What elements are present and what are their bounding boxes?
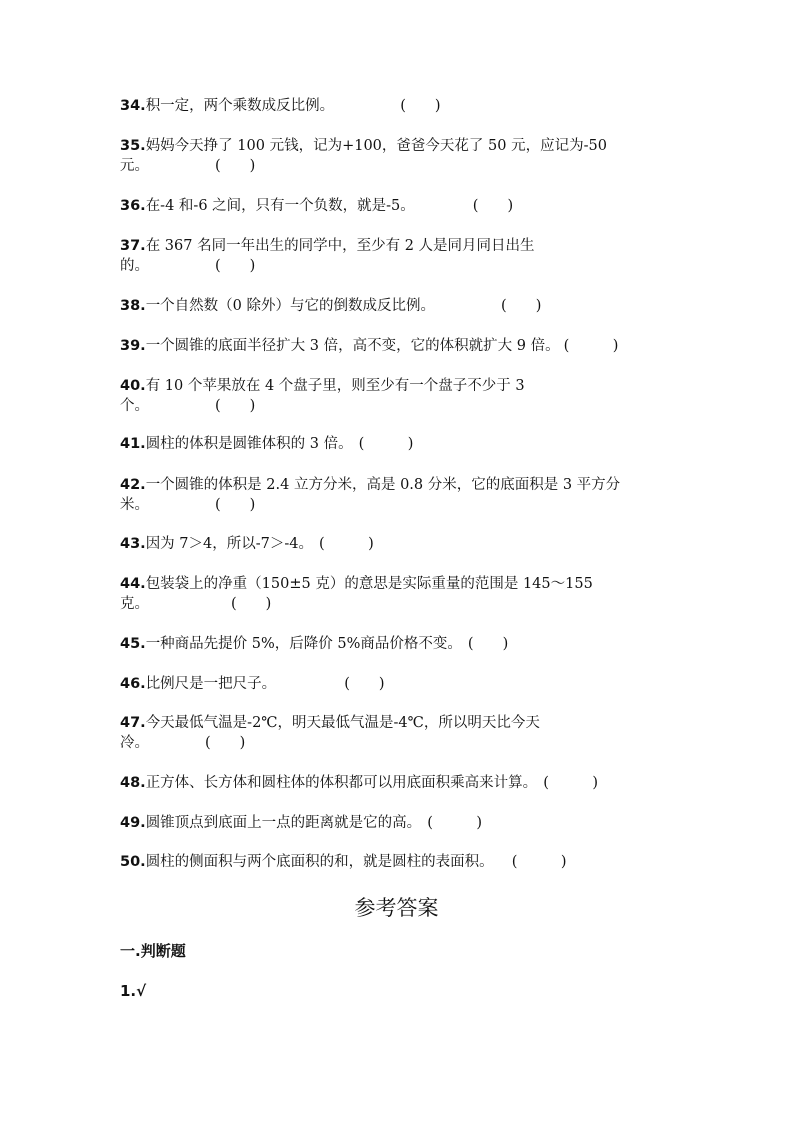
answer-key-title: 参考答案 <box>354 896 439 920</box>
question-text: 今天最低气温是-2℃，明天最低气温是-4℃，所以明天比今天 <box>145 715 540 731</box>
question-text: 有 10 个苹果放在 4 个盘子里，则至少有一个盘子不少于 3 <box>145 378 525 394</box>
question-number: 41. <box>120 436 146 452</box>
question-number: 37. <box>120 238 146 254</box>
question-text-cont: 米。 <box>120 497 149 513</box>
question-number: 46. <box>120 676 146 692</box>
section-heading: 一.判断题 <box>120 942 186 960</box>
question-number: 48. <box>120 775 146 791</box>
question-47 <box>120 713 680 753</box>
question-text: 圆柱的侧面积与两个底面积的和，就是圆柱的表面积。 <box>145 854 494 870</box>
question-text: 妈妈今天挣了 100 元钱，记为+100，爸爸今天花了 50 元，应记为-50 <box>145 138 607 154</box>
question-text: 一个圆锥的体积是 2.4 立方分米，高是 0.8 分米，它的底面积是 3 平方分 <box>145 477 621 493</box>
answer-bracket: ( ) <box>344 676 385 692</box>
answer-item: 1.√ <box>120 982 147 1000</box>
question-49 <box>120 813 680 833</box>
question-46 <box>120 674 680 694</box>
answer-bracket: ( ) <box>472 198 514 214</box>
answer-bracket: ( ) <box>215 158 256 174</box>
question-text-cont: 个。 <box>120 398 149 414</box>
question-50 <box>120 852 680 872</box>
question-text: 在-4 和-6 之间，只有一个负数，就是-5。 <box>145 198 415 214</box>
answer-bracket: ( ) <box>501 298 542 314</box>
question-text-cont: 克。 <box>120 596 149 612</box>
answer-bracket: ( ) <box>400 98 441 114</box>
question-text: 在 367 名同一年出生的同学中，至少有 2 人是同月同日出生 <box>145 238 535 254</box>
question-number: 47. <box>120 715 146 731</box>
question-number: 38. <box>120 298 146 314</box>
answer-bracket: ( ) <box>358 436 414 452</box>
answer-bracket: ( ) <box>215 497 256 513</box>
question-text-cont: 冷。 <box>120 735 149 751</box>
question-number: 35. <box>120 138 146 154</box>
question-text: 包装袋上的净重（150±5 克）的意思是实际重量的范围是 145～155 <box>145 576 593 592</box>
question-text: 一个圆锥的底面半径扩大 3 倍，高不变，它的体积就扩大 9 倍。 <box>145 338 560 354</box>
answer-bracket: ( ) <box>543 775 599 791</box>
question-number: 45. <box>120 636 146 652</box>
question-37 <box>120 236 680 276</box>
question-35 <box>120 136 680 176</box>
question-text: 圆锥顶点到底面上一点的距离就是它的高。 <box>145 815 422 831</box>
question-text-cont: 的。 <box>120 258 149 274</box>
question-number: 36. <box>120 198 146 214</box>
question-text: 圆柱的体积是圆锥体积的 3 倍。 <box>145 436 353 452</box>
question-number: 49. <box>120 815 146 831</box>
question-48 <box>120 773 680 793</box>
question-42 <box>120 475 680 515</box>
question-number: 34. <box>120 98 146 114</box>
answer-bracket: ( ) <box>215 398 256 414</box>
question-number: 40. <box>120 378 146 394</box>
question-43 <box>120 534 680 554</box>
question-text: 正方体、长方体和圆柱体的体积都可以用底面积乘高来计算。 <box>145 775 538 791</box>
question-text: 比例尺是一把尺子。 <box>145 676 277 692</box>
answer-bracket: ( ) <box>231 596 272 612</box>
question-text: 一个自然数（0 除外）与它的倒数成反比例。 <box>145 298 436 314</box>
question-number: 44. <box>120 576 146 592</box>
question-44 <box>120 574 680 614</box>
answer-bracket: ( ) <box>511 854 567 870</box>
question-text: 因为 7＞4，所以-7＞-4。 <box>145 536 313 552</box>
question-40 <box>120 376 680 416</box>
question-text-cont: 元。 <box>120 158 149 174</box>
question-number: 42. <box>120 477 146 493</box>
question-36 <box>120 196 680 216</box>
answer-bracket: ( ) <box>467 636 509 652</box>
answer-bracket: ( ) <box>215 258 256 274</box>
question-number: 43. <box>120 536 146 552</box>
question-38 <box>120 296 680 316</box>
question-41 <box>120 434 680 454</box>
question-text: 积一定，两个乘数成反比例。 <box>145 98 335 114</box>
answer-bracket: ( ) <box>427 815 483 831</box>
question-34 <box>120 96 680 116</box>
answer-bracket: ( ) <box>563 338 619 354</box>
answer-bracket: ( ) <box>319 536 374 552</box>
question-text: 一种商品先提价 5%，后降价 5%商品价格不变。 <box>145 636 462 652</box>
question-39 <box>120 336 680 356</box>
answer-bracket: ( ) <box>205 735 246 751</box>
question-number: 50. <box>120 854 146 870</box>
question-45 <box>120 634 680 654</box>
question-number: 39. <box>120 338 146 354</box>
